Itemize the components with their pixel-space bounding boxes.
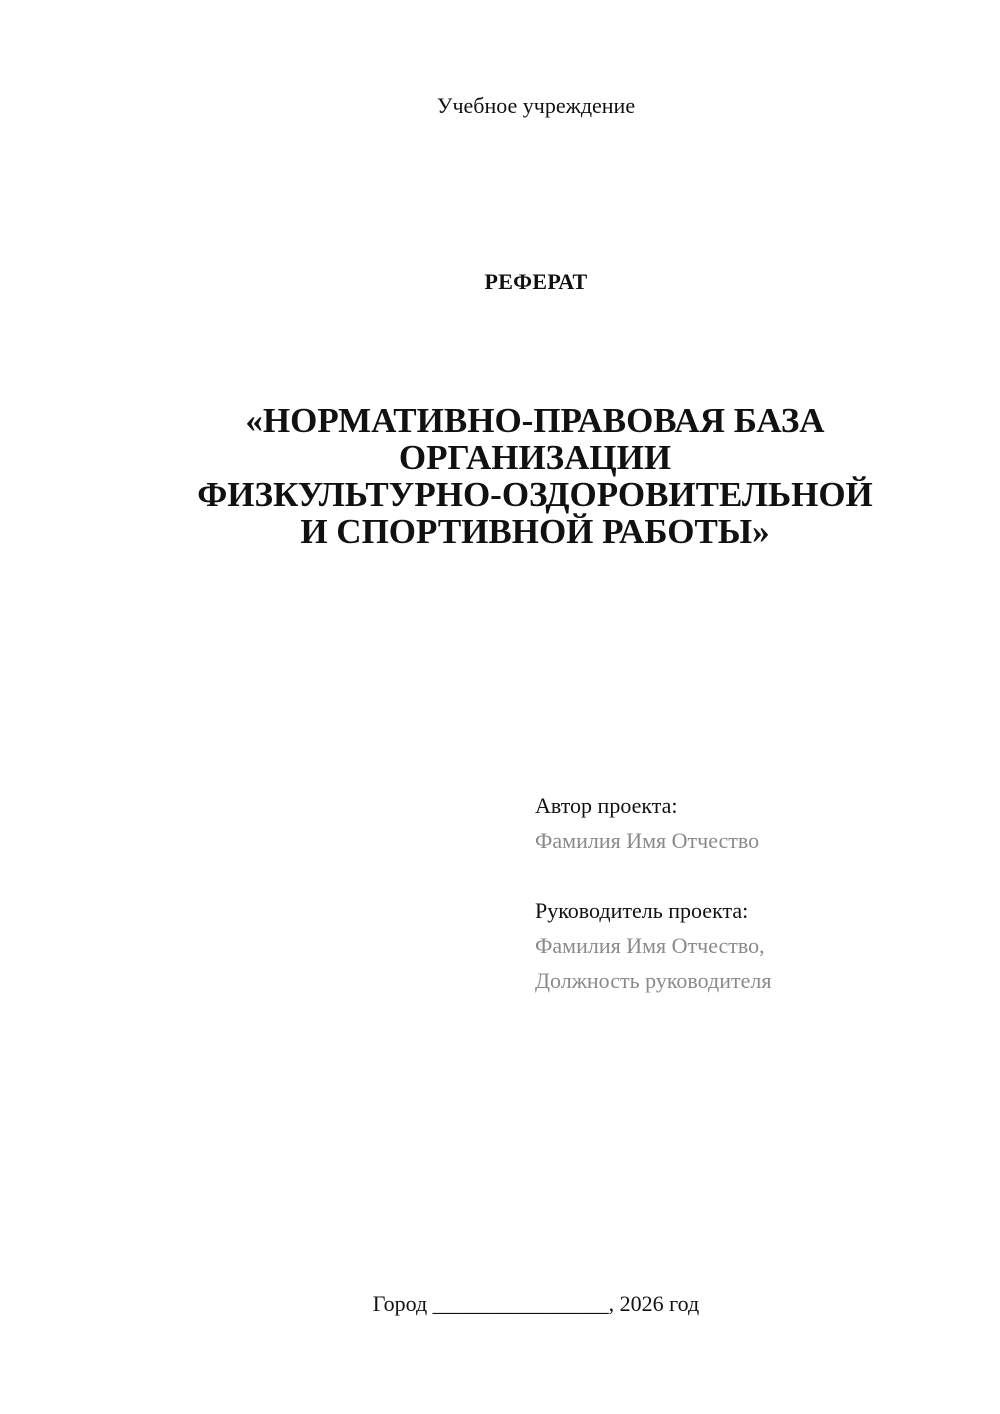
report-topic xyxy=(120,402,950,550)
institution-name: Учебное учреждение xyxy=(436,93,636,118)
topic-line: «НОРМАТИВНО-ПРАВОВАЯ БАЗА xyxy=(245,401,825,440)
author-block xyxy=(535,788,975,858)
credits-block xyxy=(535,788,975,998)
author-label: Автор проекта: xyxy=(535,793,678,818)
topic-line: ОРГАНИЗАЦИИ xyxy=(398,438,672,477)
author-name-placeholder: Фамилия Имя Отчество xyxy=(535,828,760,853)
topic-line: И СПОРТИВНОЙ РАБОТЫ» xyxy=(300,512,770,551)
city-year-footer: Город ________________, 2026 год xyxy=(372,1291,700,1316)
supervisor-name-placeholder: Фамилия Имя Отчество, xyxy=(535,933,765,958)
document-type: РЕФЕРАТ xyxy=(484,269,588,294)
supervisor-block xyxy=(535,893,975,998)
topic-line: ФИЗКУЛЬТУРНО-ОЗДОРОВИТЕЛЬНОЙ xyxy=(197,475,873,514)
supervisor-label: Руководитель проекта: xyxy=(535,898,749,923)
supervisor-position-placeholder: Должность руководителя xyxy=(535,968,772,993)
